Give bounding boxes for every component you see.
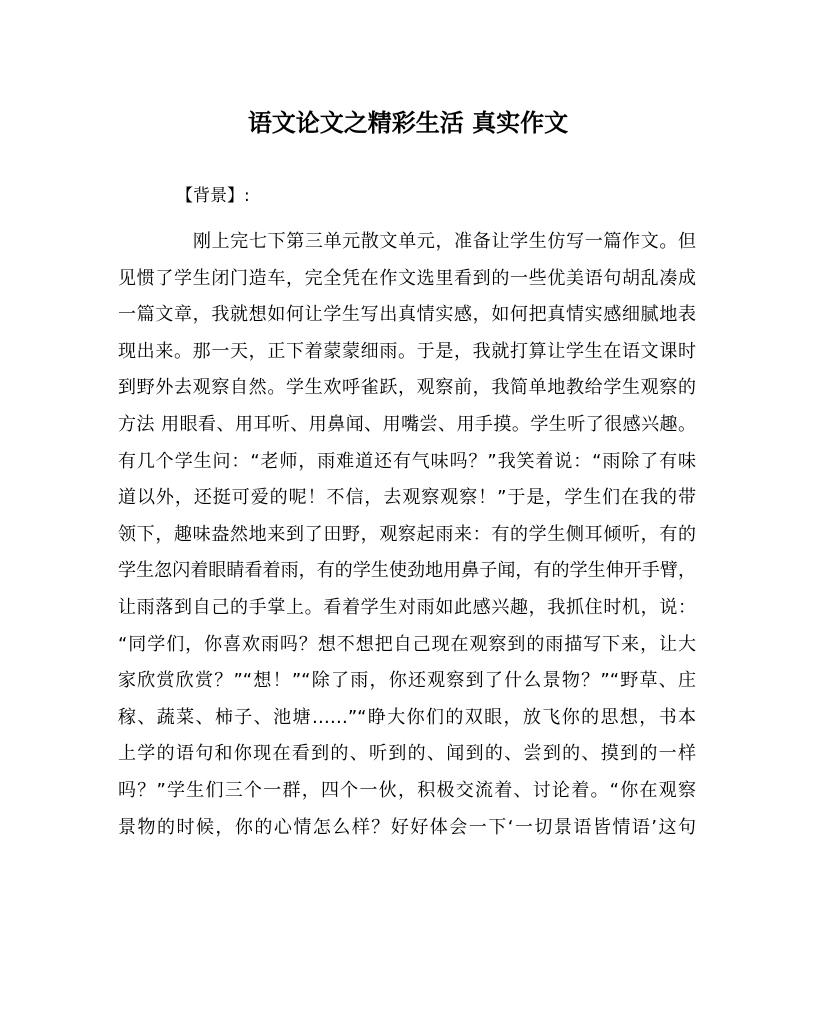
document-title: 语文论文之精彩生活 真实作文 [247, 108, 569, 137]
paragraph-line: 让雨落到自己的手掌上。看着学生对雨如此感兴趣，我抓住时机，说： [118, 596, 696, 618]
paragraph-line: 见惯了学生闭门造车，完全凭在作文选里看到的一些优美语句胡乱凑成 [118, 267, 696, 289]
paragraph-line: 领下，趣味盎然地来到了田野，观察起雨来：有的学生侧耳倾听，有的 [118, 523, 696, 545]
section-label-background: 【背景】: [176, 186, 250, 206]
paragraph-line: 现出来。那一天，正下着蒙蒙细雨。于是，我就打算让学生在语文课时 [118, 340, 696, 362]
paragraph-line: 道以外，还挺可爱的呢！不信，去观察观察！”于是，学生们在我的带 [118, 487, 696, 509]
body-paragraph [118, 224, 696, 846]
paragraph-line: 学生忽闪着眼睛看着雨，有的学生使劲地用鼻子闻，有的学生伸开手臂， [118, 560, 696, 582]
paragraph-line: “同学们，你喜欢雨吗？想不想把自己现在观察到的雨描写下来，让大 [118, 633, 696, 655]
paragraph-line: 上学的语句和你现在看到的、听到的、闻到的、尝到的、摸到的一样 [118, 743, 696, 765]
paragraph-line: 方法 用眼看、用耳听、用鼻闻、用嘴尝、用手摸。学生听了很感兴趣。 [118, 413, 696, 435]
paragraph-line: 一篇文章，我就想如何让学生写出真情实感，如何把真情实感细腻地表 [118, 304, 696, 326]
paragraph-line: 景物的时候，你的心情怎么样？好好体会一下‘一切景语皆情语’这句 [118, 816, 696, 838]
paragraph-line: 到野外去观察自然。学生欢呼雀跃，观察前，我简单地教给学生观察的 [118, 377, 696, 399]
paragraph-line: 家欣赏欣赏？”“想！”“除了雨，你还观察到了什么景物？”“野草、庄 [118, 670, 696, 692]
paragraph-line: 刚上完七下第三单元散文单元，准备让学生仿写一篇作文。但 [193, 231, 696, 252]
paragraph-line: 稼、蔬菜、柿子、池塘……”“睁大你们的双眼，放飞你的思想，书本 [118, 706, 696, 728]
paragraph-line: 有几个学生问：“老师，雨难道还有气味吗？”我笑着说：“雨除了有味 [118, 450, 696, 472]
paragraph-line: 吗？”学生们三个一群，四个一伙，积极交流着、讨论着。“你在观察 [118, 779, 696, 801]
